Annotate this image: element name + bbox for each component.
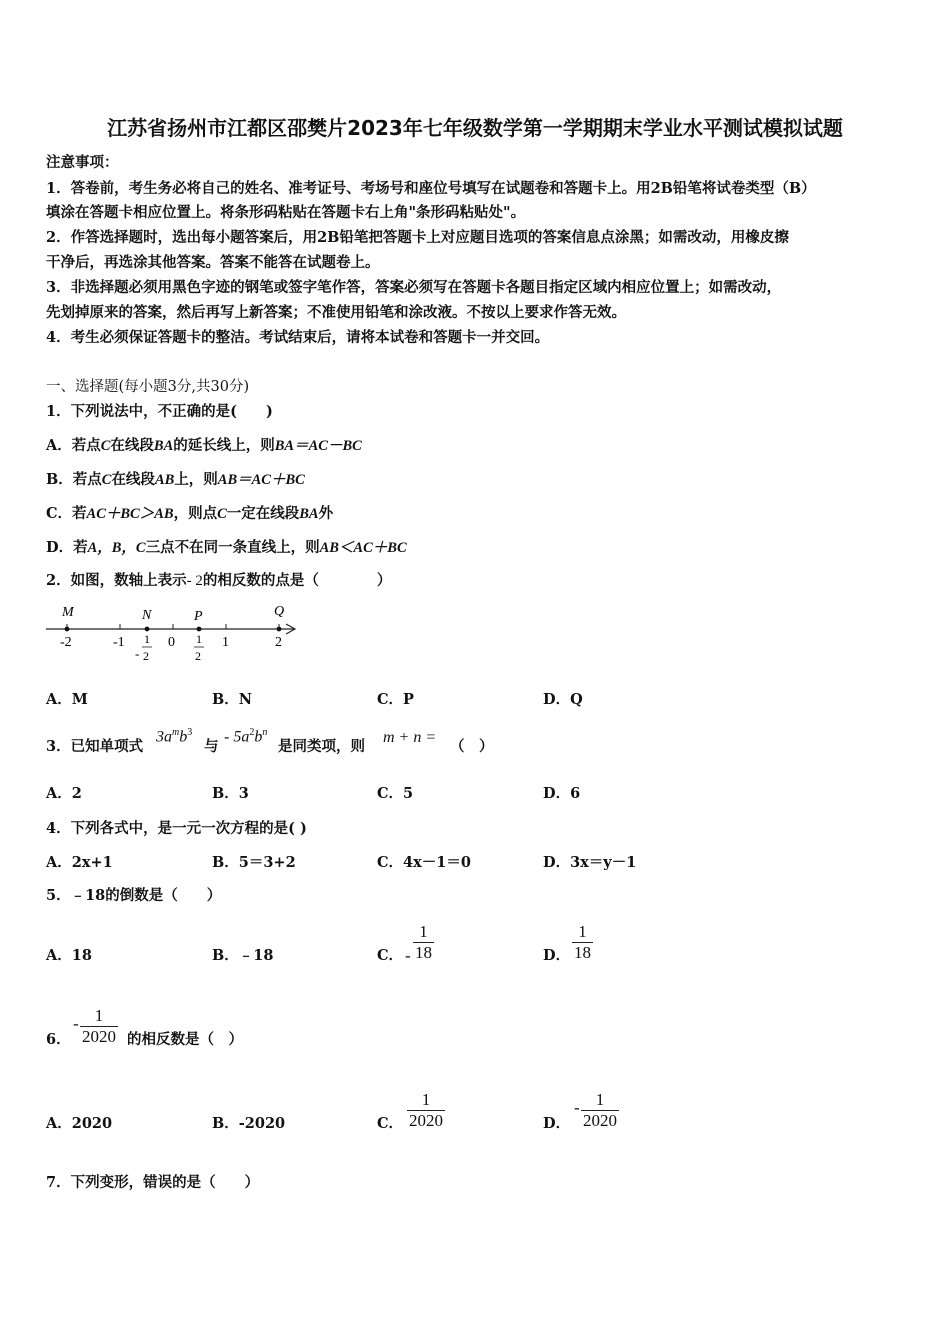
q6-d-fraction: $\frac{1}{2020}$ (583, 1090, 617, 1130)
section-heading: 一、选择题(每小题3分,共30分) (46, 379, 250, 395)
q3-stem-mid: 是同类项，则 (278, 738, 365, 755)
half-num: 1 (196, 632, 202, 646)
notice-line: 干净后，再选涂其他答案。答案不能答在试题卷上。 (46, 254, 380, 271)
q4-option-a: A．2x+1 (46, 854, 113, 871)
q3-option-b: B．3 (212, 785, 249, 802)
q4-option-c: C．4x－1＝0 (377, 854, 471, 871)
q5-option-d: D． (543, 947, 571, 964)
q1-option-a: A．若点C在线段BA的延长线上，则BA＝AC－BC (46, 437, 362, 454)
notice-line: 先划掉原来的答案，然后再写上新答案；不准使用铅笔和涂改液。不按以上要求作答无效。 (46, 304, 626, 321)
notice-line: 1．答卷前，考生务必将自己的姓名、准考证号、考场号和座位号填写在试题卷和答题卡上。用2B铅笔将试卷类型（B） (46, 180, 816, 197)
q2-option-a: A．M (46, 691, 88, 708)
q5-option-c: C． (377, 947, 404, 964)
q3-option-d: D．6 (543, 785, 581, 802)
question-6-stem: 的相反数是（ ） (127, 1031, 243, 1048)
q6-option-a: A．2020 (46, 1115, 113, 1132)
q6-fraction: $\frac{1}{2020}$ (82, 1006, 116, 1046)
point-label-q: Q (274, 604, 285, 619)
tick-label: -1 (113, 635, 125, 650)
q6-option-b: B．-2020 (212, 1115, 286, 1132)
q1-option-d: D．若A，B，C三点不在同一条直线上，则AB＜AC＋BC (46, 539, 407, 556)
question-3-stem: 3．已知单项式 (46, 738, 144, 755)
q6-option-c: C． (377, 1115, 404, 1132)
q3-expression: m + n = (383, 729, 437, 746)
q6-c-fraction: $\frac{1}{2020}$ (409, 1090, 443, 1130)
tick-label: 2 (275, 635, 282, 650)
notice-line: 填涂在答题卡相应位置上。将条形码粘贴在答题卡右上角"条形码粘贴处"。 (46, 204, 526, 221)
monomial-1: $3a^mb^3$ (156, 727, 193, 746)
question-7-stem: 7．下列变形，错误的是（ ） (46, 1174, 260, 1191)
number-line-figure (40, 598, 310, 670)
monomial-2: - $5a^2b^n$ (224, 727, 268, 746)
half-num: 1 (144, 632, 150, 646)
question-6-number: 6． (46, 1031, 71, 1048)
q4-option-b: B．5＝3+2 (212, 854, 296, 871)
point-label-m: M (62, 605, 74, 620)
point-label-p: P (194, 609, 203, 624)
point-p (197, 627, 202, 632)
point-label-n: N (142, 608, 152, 623)
q6-d-sign: - (574, 1098, 580, 1117)
q5-option-a: A．18 (46, 947, 92, 964)
q5-c-sign: - (405, 946, 411, 965)
point-q (277, 627, 282, 632)
half-den: 2 (143, 649, 149, 663)
question-4-stem: 4．下列各式中，是一元一次方程的是( ) (46, 820, 307, 837)
point-m (65, 627, 70, 632)
q3-option-a: A．2 (46, 785, 82, 802)
q6-option-d: D． (543, 1115, 571, 1132)
page-title: 江苏省扬州市江都区邵樊片2023年七年级数学第一学期期末学业水平测试模拟试题 (107, 116, 843, 140)
q1-option-c: C．若AC＋BC＞AB，则点C一定在线段BA外 (46, 505, 334, 522)
tick-label: 0 (168, 635, 175, 650)
notice-line: 4．考生必须保证答题卡的整洁。考试结束后，请将本试卷和答题卡一并交回。 (46, 329, 550, 346)
question-1-stem: 1．下列说法中，不正确的是( ) (46, 403, 273, 420)
q2-option-b: B．N (212, 691, 253, 708)
q2-option-c: C．P (377, 691, 414, 708)
q5-d-fraction: $\frac{1}{18}$ (574, 922, 591, 962)
half-den: 2 (195, 649, 201, 663)
half-neg-sign: - (135, 646, 140, 661)
q3-option-c: C．5 (377, 785, 414, 802)
q2-option-d: D．Q (543, 691, 583, 708)
q5-option-b: B．﹣18 (212, 947, 274, 964)
q3-stem-end: （ ） (450, 738, 494, 755)
q1-option-b: B．若点C在线段AB上，则AB＝AC＋BC (46, 471, 305, 488)
q6-sign: - (73, 1014, 79, 1033)
question-5-stem: 5．﹣18的倒数是（ ） (46, 887, 222, 904)
tick-label: 1 (222, 635, 229, 650)
question-2-stem: 2．如图，数轴上表示- 2的相反数的点是（ ） (46, 572, 392, 589)
q4-option-d: D．3x＝y－1 (543, 854, 637, 871)
tick-label: -2 (60, 635, 72, 650)
notice-heading: 注意事项： (46, 154, 119, 171)
notice-line: 3．非选择题必须用黑色字迹的钢笔或签字笔作答，答案必须写在答题卡各题目指定区域内相应位置上；如需改动， (46, 279, 782, 296)
q3-with: 与 (204, 738, 219, 755)
notice-line: 2．作答选择题时，选出每小题答案后，用2B铅笔把答题卡上对应题目选项的答案信息点涂黑；如需改动，用橡皮擦 (46, 229, 789, 246)
point-n (145, 627, 150, 632)
q5-c-fraction: $\frac{1}{18}$ (415, 922, 432, 962)
